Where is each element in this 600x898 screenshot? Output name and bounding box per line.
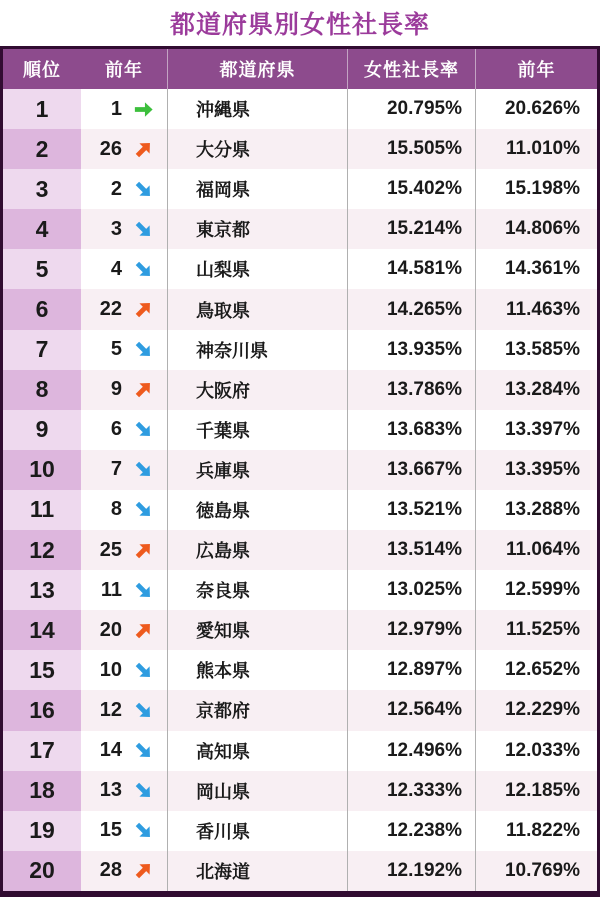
table-row [3, 851, 597, 891]
down-right-arrow-icon [127, 774, 160, 807]
rank-cell: 17 [3, 731, 81, 771]
prev-rank-value: 2 [110, 177, 122, 200]
rank-cell: 19 [3, 811, 81, 851]
rate-cell: 14.265% [347, 289, 475, 329]
down-right-arrow-icon [127, 414, 160, 447]
header-prev-rank: 前年 [105, 60, 143, 80]
table-row [3, 370, 597, 410]
prefecture-cell: 熊本県 [167, 650, 347, 690]
table-row [3, 650, 597, 690]
prev-rank-value: 3 [110, 217, 122, 240]
prev-rank-value: 4 [110, 257, 122, 280]
prev-rank-cell [81, 690, 167, 730]
prev-rank-cell [81, 249, 167, 289]
table-row [3, 811, 597, 851]
down-right-arrow-icon [127, 173, 160, 206]
table-body [3, 89, 597, 891]
rank-cell: 11 [3, 490, 81, 530]
prev-rate-cell: 20.626% [475, 89, 597, 129]
down-right-arrow-icon [127, 734, 160, 767]
rank-cell: 1 [3, 89, 81, 129]
rank-cell: 16 [3, 690, 81, 730]
prev-rank-value: 20 [99, 618, 122, 641]
rank-cell: 13 [3, 570, 81, 610]
ranking-table [0, 46, 600, 897]
prefecture-cell: 奈良県 [167, 570, 347, 610]
down-right-arrow-icon [127, 574, 160, 607]
rate-cell: 15.402% [347, 169, 475, 209]
table-row [3, 289, 597, 329]
rank-cell: 5 [3, 249, 81, 289]
table-row [3, 330, 597, 370]
prev-rank-cell [81, 450, 167, 490]
prefecture-cell: 鳥取県 [167, 289, 347, 329]
prev-rate-cell: 10.769% [475, 851, 597, 891]
up-right-arrow-icon [127, 373, 160, 406]
table-row [3, 771, 597, 811]
up-right-arrow-icon [127, 855, 160, 888]
rate-cell: 13.786% [347, 370, 475, 410]
rank-cell: 15 [3, 650, 81, 690]
prev-rank-value: 13 [99, 779, 122, 802]
prev-rank-value: 6 [110, 418, 122, 441]
prefecture-cell: 福岡県 [167, 169, 347, 209]
prefecture-cell: 山梨県 [167, 249, 347, 289]
down-right-arrow-icon [127, 454, 160, 487]
table-row [3, 209, 597, 249]
table-row [3, 249, 597, 289]
prefecture-cell: 東京都 [167, 209, 347, 249]
prefecture-cell: 大分県 [167, 129, 347, 169]
rate-cell: 12.238% [347, 811, 475, 851]
down-right-arrow-icon [127, 333, 160, 366]
rate-cell: 12.897% [347, 650, 475, 690]
rank-cell: 14 [3, 610, 81, 650]
prev-rank-value: 9 [110, 378, 122, 401]
down-right-arrow-icon [127, 694, 160, 727]
prev-rank-cell [81, 851, 167, 891]
rank-cell: 20 [3, 851, 81, 891]
prev-rank-cell [81, 490, 167, 530]
prev-rate-cell: 13.397% [475, 410, 597, 450]
prev-rank-cell [81, 650, 167, 690]
rate-cell: 12.333% [347, 771, 475, 811]
prev-rank-cell [81, 289, 167, 329]
prev-rate-cell: 12.185% [475, 771, 597, 811]
up-right-arrow-icon [127, 614, 160, 647]
prev-rank-value: 22 [99, 298, 122, 321]
prev-rank-value: 11 [100, 578, 122, 601]
prev-rate-cell: 13.284% [475, 370, 597, 410]
table-row [3, 530, 597, 570]
prefecture-cell: 北海道 [167, 851, 347, 891]
prefecture-cell: 香川県 [167, 811, 347, 851]
right-arrow-icon [132, 98, 155, 121]
prev-rank-cell [81, 129, 167, 169]
table-row [3, 450, 597, 490]
up-right-arrow-icon [127, 534, 160, 567]
prev-rate-cell: 11.064% [475, 530, 597, 570]
rate-cell: 13.025% [347, 570, 475, 610]
rank-cell: 10 [3, 450, 81, 490]
rate-cell: 15.214% [347, 209, 475, 249]
rank-cell: 2 [3, 129, 81, 169]
rate-cell: 13.514% [347, 530, 475, 570]
prev-rate-cell: 13.585% [475, 330, 597, 370]
prefecture-cell: 広島県 [167, 530, 347, 570]
prev-rate-cell: 13.288% [475, 490, 597, 530]
table-row [3, 129, 597, 169]
rank-cell: 8 [3, 370, 81, 410]
table-row [3, 490, 597, 530]
prev-rate-cell: 12.599% [475, 570, 597, 610]
prev-rate-cell: 12.229% [475, 690, 597, 730]
rate-cell: 12.979% [347, 610, 475, 650]
rate-cell: 13.521% [347, 490, 475, 530]
down-right-arrow-icon [127, 654, 160, 687]
table-row [3, 169, 597, 209]
rate-cell: 14.581% [347, 249, 475, 289]
table-row [3, 731, 597, 771]
prev-rate-cell: 12.033% [475, 731, 597, 771]
prefecture-cell: 大阪府 [167, 370, 347, 410]
header-prefecture: 都道府県 [167, 49, 347, 89]
prev-rank-value: 15 [99, 819, 122, 842]
prev-rate-cell: 11.010% [475, 129, 597, 169]
rank-cell: 12 [3, 530, 81, 570]
header-prev-rate: 前年 [475, 49, 597, 89]
rate-cell: 15.505% [347, 129, 475, 169]
page-title: 都道府県別女性社長率 [169, 11, 430, 39]
prev-rank-cell [81, 209, 167, 249]
prev-rank-cell [81, 570, 167, 610]
rate-cell: 13.935% [347, 330, 475, 370]
prefecture-cell: 岡山県 [167, 771, 347, 811]
prev-rate-cell: 14.361% [475, 249, 597, 289]
rank-cell: 9 [3, 410, 81, 450]
prev-rank-cell [81, 731, 167, 771]
prefecture-cell: 徳島県 [167, 490, 347, 530]
rank-cell: 7 [3, 330, 81, 370]
prefecture-cell: 高知県 [167, 731, 347, 771]
up-right-arrow-icon [127, 293, 160, 326]
header-rank: 順位 [23, 60, 61, 80]
rate-cell: 12.496% [347, 731, 475, 771]
rank-cell: 6 [3, 289, 81, 329]
rate-cell: 12.192% [347, 851, 475, 891]
prefecture-cell: 京都府 [167, 690, 347, 730]
prev-rank-cell [81, 370, 167, 410]
rate-cell: 13.683% [347, 410, 475, 450]
prev-rank-value: 14 [99, 739, 122, 762]
prev-rank-value: 7 [110, 458, 122, 481]
header-rate: 女性社長率 [347, 49, 475, 89]
prefecture-cell: 兵庫県 [167, 450, 347, 490]
prev-rate-cell: 11.525% [475, 610, 597, 650]
up-right-arrow-icon [127, 133, 160, 166]
prev-rank-value: 8 [110, 498, 122, 521]
prev-rate-cell: 14.806% [475, 209, 597, 249]
prev-rank-value: 5 [110, 338, 122, 361]
prev-rank-value: 26 [99, 137, 122, 160]
prev-rank-value: 10 [99, 658, 122, 681]
prefecture-cell: 沖縄県 [167, 89, 347, 129]
prefecture-cell: 愛知県 [167, 610, 347, 650]
prev-rank-cell [81, 330, 167, 370]
prev-rate-cell: 11.463% [475, 289, 597, 329]
prefecture-cell: 神奈川県 [167, 330, 347, 370]
down-right-arrow-icon [127, 253, 160, 286]
prev-rate-cell: 15.198% [475, 169, 597, 209]
rate-cell: 20.795% [347, 89, 475, 129]
prev-rank-cell [81, 530, 167, 570]
prev-rank-cell [81, 89, 167, 129]
prev-rank-cell [81, 610, 167, 650]
rank-cell: 4 [3, 209, 81, 249]
table-row [3, 89, 597, 129]
rate-cell: 13.667% [347, 450, 475, 490]
prev-rank-value: 1 [110, 97, 122, 120]
prev-rank-cell [81, 169, 167, 209]
prev-rank-value: 25 [99, 538, 122, 561]
rank-cell: 3 [3, 169, 81, 209]
prev-rank-value: 28 [99, 859, 122, 882]
prev-rank-cell [81, 771, 167, 811]
rank-cell: 18 [3, 771, 81, 811]
rate-cell: 12.564% [347, 690, 475, 730]
down-right-arrow-icon [127, 814, 160, 847]
prefecture-cell: 千葉県 [167, 410, 347, 450]
prev-rate-cell: 13.395% [475, 450, 597, 490]
down-right-arrow-icon [127, 213, 160, 246]
table-row [3, 410, 597, 450]
prev-rate-cell: 12.652% [475, 650, 597, 690]
table-row [3, 610, 597, 650]
table-row [3, 690, 597, 730]
down-right-arrow-icon [127, 494, 160, 527]
prev-rate-cell: 11.822% [475, 811, 597, 851]
prev-rank-value: 12 [99, 698, 122, 721]
table-header-row [3, 49, 597, 89]
prev-rank-cell [81, 410, 167, 450]
table-row [3, 570, 597, 610]
prev-rank-cell [81, 811, 167, 851]
